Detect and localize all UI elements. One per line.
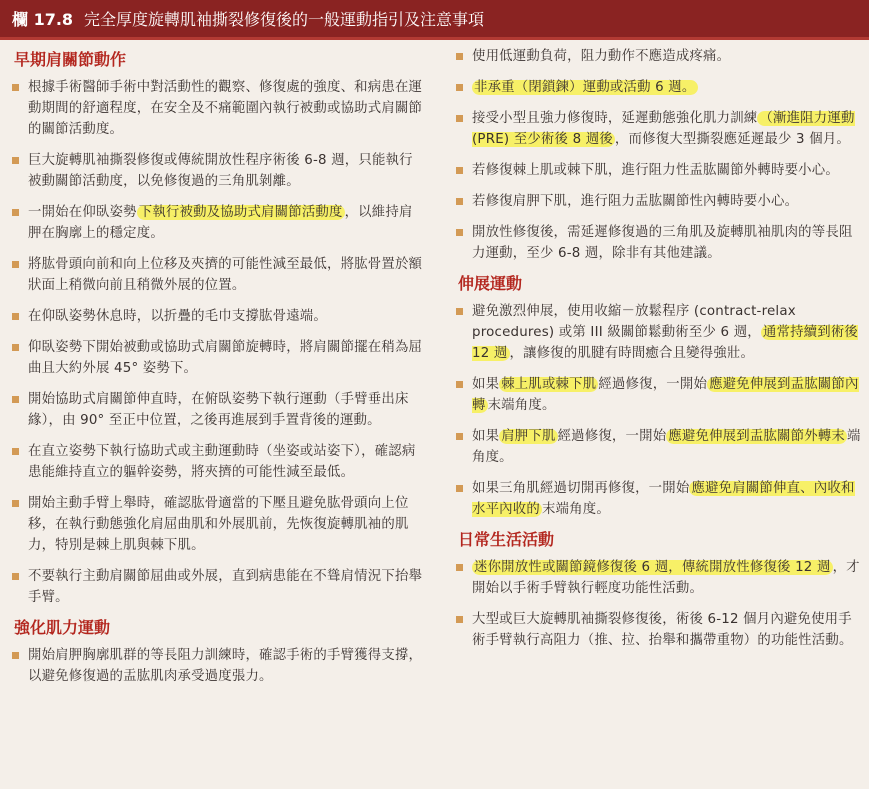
highlight: 肩胛下肌: [501, 429, 556, 444]
bullet-icon: [12, 84, 19, 91]
list-item: 迷你開放性或關節鏡修復後 6 週，傳統開放性修復後 12 週 ，才開始以手術手臂執行輕度功能性活動。: [452, 557, 862, 599]
highlight: 應避免伸展到盂肱關節外轉末: [668, 429, 845, 444]
list-item: 開放性修復後，需延遲修復過的三角肌及旋轉肌袖肌肉的等長阻力運動，至少 6-8 週，除非有其他建議。: [452, 222, 862, 264]
list-item: 巨大旋轉肌袖撕裂修復或傳統開放性程序術後 6-8 週，只能執行被動關節活動度，以免修復過的三角肌剝離。: [8, 150, 423, 192]
bullet-icon: [456, 84, 463, 91]
bullet-icon: [456, 433, 463, 440]
bullet-icon: [12, 396, 19, 403]
list-item: 如果三角肌經過切開再修復，一開始 應避免肩關節伸直、內收和水平內收的 末端角度。: [452, 478, 862, 520]
bullet-icon: [12, 573, 19, 580]
bullet-icon: [12, 448, 19, 455]
list-item: 不要執行主動肩關節屈曲或外展，直到病患能在不聳肩情況下抬舉手臂。: [8, 566, 423, 608]
section-title-early-motion: 早期肩關節動作: [14, 50, 127, 69]
bullet-icon: [12, 500, 19, 507]
section-title-stretching: 伸展運動: [458, 274, 523, 293]
list-item: 如果 肩胛下肌 經過修復，一開始 應避免伸展到盂肱關節外轉末 端角度。: [452, 426, 862, 468]
list-item: 若修復肩胛下肌，進行阻力盂肱關節性內轉時要小心。: [452, 191, 862, 212]
highlight: 迷你開放性或關節鏡修復後 6 週，傳統開放性修復後 12 週: [474, 560, 831, 575]
box-header: [0, 0, 869, 37]
bullet-icon: [12, 344, 19, 351]
list-item: 在直立姿勢下執行協助式或主動運動時（坐姿或站姿下），確認病患能維持直立的軀幹姿勢，將夾擠的可能性減至最低。: [8, 441, 423, 483]
bullet-icon: [12, 652, 19, 659]
bullet-icon: [456, 381, 463, 388]
bullet-icon: [456, 167, 463, 174]
list-item: 仰臥姿勢下開始被動或協助式肩關節旋轉時，將肩關節擺在稍為屈曲且大約外展 45° 姿勢下。: [8, 337, 423, 379]
list-item: 一開始在仰臥姿勢 下執行被動及協助式肩關節活動度 ，以維持肩胛在胸廓上的穩定度。: [8, 202, 423, 244]
list-item: 若修復棘上肌或棘下肌，進行阻力性盂肱關節外轉時要小心。: [452, 160, 862, 181]
list-item: [452, 77, 862, 98]
list-item: 開始肩胛胸廓肌群的等長阻力訓練時，確認手術的手臂獲得支撐，以避免修復過的盂肱肌肉承受過度張力。: [8, 645, 423, 687]
list-item: 如果 棘上肌或棘下肌 經過修復，一開始 應避免伸展到盂肱關節內轉 末端角度。: [452, 374, 862, 416]
section-title-strengthening: 強化肌力運動: [14, 618, 111, 637]
bullet-icon: [12, 261, 19, 268]
highlight: 通常持續到術後 12 週: [472, 325, 859, 361]
bullet-icon: [456, 616, 463, 623]
bullet-icon: [456, 115, 463, 122]
highlight: 應避免肩關節伸直、內收和水平內收的: [472, 481, 855, 517]
highlight: 非承重（閉鎖鍊）運動或活動 6 週。: [474, 80, 696, 95]
right-column: [452, 46, 862, 661]
list-item: 開始協助式肩關節伸直時，在俯臥姿勢下執行運動（手臂垂出床緣），由 90° 至正中位置，之後再進展到手置背後的運動。: [8, 389, 423, 431]
bullet-icon: [12, 313, 19, 320]
section-title-daily-activities: 日常生活活動: [458, 530, 555, 549]
list-item: 接受小型且強力修復時，延遲動態強化肌力訓練 （漸進阻力運動 (PRE) 至少術後 8 週後 ，而修復大型撕裂應延遲最少 3 個月。: [452, 108, 862, 150]
highlight: （漸進阻力運動 (PRE) 至少術後 8 週後: [472, 111, 855, 147]
bullet-icon: [12, 157, 19, 164]
bullet-icon: [456, 198, 463, 205]
list-item: 根據手術醫師手術中對活動性的觀察、修復處的強度、和病患在運動期間的舒適程度，在安全及不痛範圍內執行被動或協助式肩關節的關節活動度。: [8, 77, 423, 140]
bullet-icon: [456, 229, 463, 236]
list-item: 大型或巨大旋轉肌袖撕裂修復後，術後 6-12 個月內避免使用手術手臂執行高阻力（推、拉、抬舉和攜帶重物）的功能性活動。: [452, 609, 862, 651]
highlight: 下執行被動及協助式肩關節活動度: [138, 205, 343, 220]
box-title: 完全厚度旋轉肌袖撕裂修復後的一般運動指引及注意事項: [84, 10, 485, 29]
bullet-icon: [456, 308, 463, 315]
list-item: 避免激烈伸展，使用收縮－放鬆程序 (contract-relax procedures) 或第 III 級關節鬆動術至少 6 週， 通常持續到術後 12 週 ，讓修復的肌腱有時間癒合且變得強壯。: [452, 301, 862, 364]
bullet-icon: [456, 564, 463, 571]
highlight: 棘上肌或棘下肌: [501, 377, 597, 392]
left-column: [8, 46, 423, 697]
header-divider: [0, 37, 869, 40]
highlight: 應避免伸展到盂肱關節內轉: [472, 377, 859, 413]
bullet-icon: [456, 485, 463, 492]
box-number: 欄 17.8: [12, 10, 74, 29]
bullet-icon: [12, 209, 19, 216]
list-item: 開始主動手臂上舉時，確認肱骨適當的下壓且避免肱骨頭向上位移，在執行動態強化肩屈曲肌和外展肌前，先恢復旋轉肌袖的肌力，特別是棘上肌與棘下肌。: [8, 493, 423, 556]
list-item: 在仰臥姿勢休息時，以折疊的毛巾支撐肱骨遠端。: [8, 306, 423, 327]
list-item: 使用低運動負荷，阻力動作不應造成疼痛。: [452, 46, 862, 67]
bullet-icon: [456, 53, 463, 60]
list-item: 將肱骨頭向前和向上位移及夾擠的可能性減至最低，將肱骨置於額狀面上稍微向前且稍微外展的位置。: [8, 254, 423, 296]
